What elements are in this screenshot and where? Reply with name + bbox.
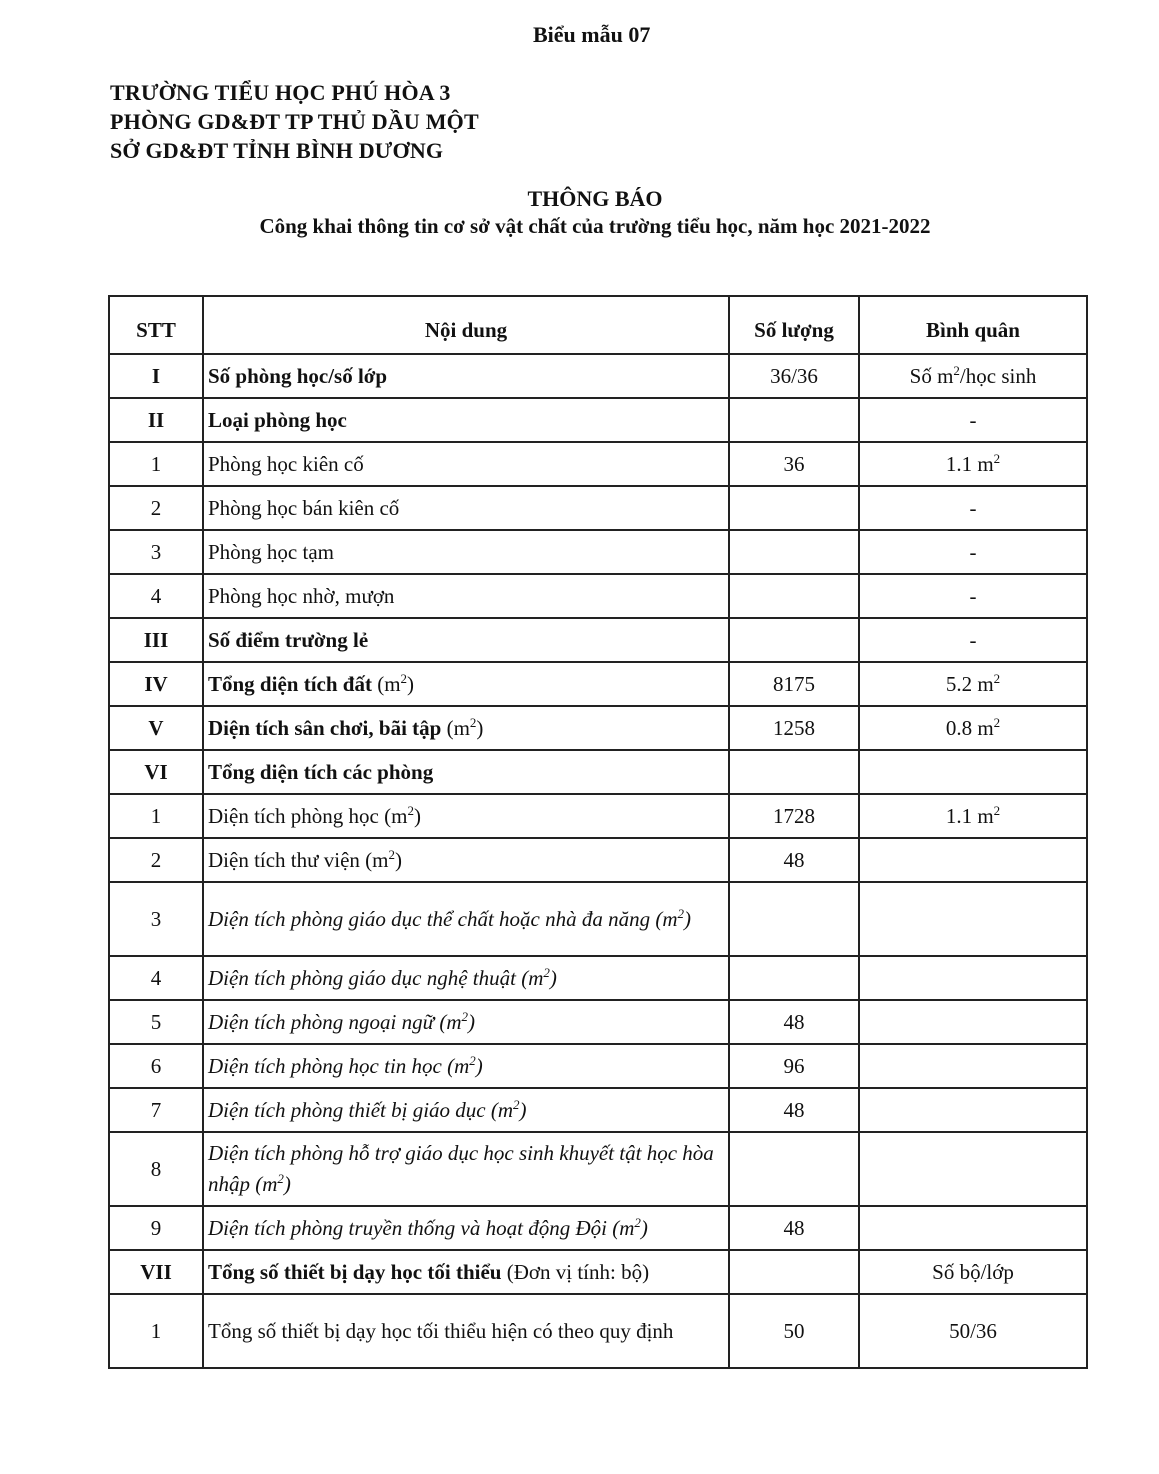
row-quantity: 8175 [729, 662, 859, 706]
row-content [203, 1044, 729, 1088]
row-content [203, 1132, 729, 1206]
table-row [109, 1206, 1087, 1250]
content-text: Diện tích phòng giáo dục thể chất hoặc nhà đa năng (m [208, 906, 678, 931]
table-row [109, 442, 1087, 486]
row-stt: VII [109, 1250, 203, 1294]
row-stt: IV [109, 662, 203, 706]
row-content [203, 1000, 729, 1044]
row-stt: 8 [109, 1132, 203, 1206]
row-stt: 4 [109, 574, 203, 618]
table-row [109, 1000, 1087, 1044]
organization-block [110, 78, 479, 165]
row-content [203, 662, 729, 706]
table-row [109, 794, 1087, 838]
row-average [859, 1044, 1087, 1088]
row-content [203, 1206, 729, 1250]
row-quantity [729, 618, 859, 662]
row-stt: 9 [109, 1206, 203, 1250]
row-content: Tổng diện tích các phòng [203, 750, 729, 794]
row-stt: 2 [109, 838, 203, 882]
table-row [109, 882, 1087, 956]
form-number: Biểu mẫu 07 [533, 22, 651, 47]
row-quantity: 50 [729, 1294, 859, 1368]
notice-title: THÔNG BÁO [527, 186, 663, 211]
header-stt: STT [109, 296, 203, 354]
table-row [109, 662, 1087, 706]
row-quantity: 48 [729, 838, 859, 882]
table-row [109, 706, 1087, 750]
row-content: Phòng học nhờ, mượn [203, 574, 729, 618]
row-quantity: 48 [729, 1000, 859, 1044]
header-content: Nội dung [203, 296, 729, 354]
table-row [109, 1250, 1087, 1294]
row-average [859, 1088, 1087, 1132]
row-content [203, 794, 729, 838]
row-average [859, 838, 1087, 882]
row-quantity: 48 [729, 1088, 859, 1132]
row-average [859, 794, 1087, 838]
row-stt: I [109, 354, 203, 398]
row-average [859, 354, 1087, 398]
province-department: SỞ GD&ĐT TỈNH BÌNH DƯƠNG [110, 138, 444, 163]
row-content: Phòng học bán kiên cố [203, 486, 729, 530]
content-unit: (m [371, 671, 401, 696]
row-stt: 1 [109, 442, 203, 486]
superscript: 2 [277, 1171, 284, 1186]
content-text: Diện tích phòng học tin học (m [208, 1053, 470, 1078]
row-stt: 3 [109, 882, 203, 956]
content-unit-close: ) [475, 1053, 483, 1078]
school-name: TRƯỜNG TIỂU HỌC PHÚ HÒA 3 [110, 80, 451, 105]
superscript: 2 [543, 964, 550, 980]
row-average: - [859, 486, 1087, 530]
row-quantity: 96 [729, 1044, 859, 1088]
superscript: 2 [407, 802, 414, 818]
superscript: 2 [677, 905, 685, 921]
row-stt: 1 [109, 1294, 203, 1368]
superscript: 2 [993, 670, 1001, 686]
row-content: Số phòng học/số lớp [203, 354, 729, 398]
row-average [859, 1132, 1087, 1206]
content-unit-close: ) [468, 1009, 476, 1034]
row-quantity: 1258 [729, 706, 859, 750]
row-average [859, 1000, 1087, 1044]
table-row [109, 618, 1087, 662]
row-average [859, 442, 1087, 486]
row-stt: 1 [109, 794, 203, 838]
row-stt: 5 [109, 1000, 203, 1044]
content-unit-close: ) [519, 1097, 527, 1122]
table-row [109, 1044, 1087, 1088]
average-text: Số m [909, 363, 954, 388]
row-stt: 6 [109, 1044, 203, 1088]
content-unit-close: ) [476, 715, 484, 740]
row-average [859, 1206, 1087, 1250]
row-quantity [729, 530, 859, 574]
content-text: Diện tích phòng giáo dục nghệ thuật (m [208, 965, 544, 990]
row-average: - [859, 574, 1087, 618]
row-content [203, 1250, 729, 1294]
average-text: 0.8 m [945, 715, 994, 740]
row-stt: V [109, 706, 203, 750]
row-content [203, 838, 729, 882]
content-unit-close: ) [407, 671, 415, 696]
row-quantity: 36 [729, 442, 859, 486]
table-row [109, 1088, 1087, 1132]
table-row [109, 574, 1087, 618]
row-content: Loại phòng học [203, 398, 729, 442]
row-quantity [729, 574, 859, 618]
table-row [109, 956, 1087, 1000]
row-content [203, 956, 729, 1000]
district-department: PHÒNG GD&ĐT TP THỦ DẦU MỘT [110, 109, 479, 134]
row-quantity: 1728 [729, 794, 859, 838]
row-content: Số điểm trường lẻ [203, 618, 729, 662]
row-content: Tổng số thiết bị dạy học tối thiểu hiện có theo quy định [203, 1294, 729, 1368]
table-header-row [109, 296, 1087, 354]
row-content: Phòng học kiên cố [203, 442, 729, 486]
content-text: Diện tích sân chơi, bãi tập [208, 715, 442, 740]
row-average [859, 662, 1087, 706]
row-average: 50/36 [859, 1294, 1087, 1368]
average-text: 5.2 m [945, 671, 994, 696]
row-stt: II [109, 398, 203, 442]
content-unit-close: ) [640, 1215, 648, 1240]
table-row [109, 398, 1087, 442]
row-stt: 4 [109, 956, 203, 1000]
header-average: Bình quân [859, 296, 1087, 354]
row-content [203, 882, 729, 956]
row-quantity [729, 1132, 859, 1206]
row-quantity [729, 1250, 859, 1294]
superscript: 2 [634, 1214, 641, 1230]
table-row [109, 486, 1087, 530]
row-quantity [729, 398, 859, 442]
superscript: 2 [461, 1008, 469, 1024]
row-stt: 2 [109, 486, 203, 530]
content-text: Diện tích phòng truyền thống và hoạt động Đội (m [208, 1215, 635, 1240]
superscript: 2 [513, 1096, 520, 1112]
content-text: Diện tích phòng hỗ trợ giáo dục học sinh khuyết tật học hòa nhập (m [208, 1141, 714, 1196]
row-quantity [729, 750, 859, 794]
header-quantity: Số lượng [729, 296, 859, 354]
content-unit-close: ) [684, 906, 692, 931]
row-stt: 3 [109, 530, 203, 574]
row-average [859, 956, 1087, 1000]
average-suffix: /học sinh [959, 363, 1037, 388]
content-text: Diện tích phòng ngoại ngữ (m [208, 1009, 462, 1034]
content-text: Diện tích thư viện (m [208, 847, 389, 872]
table-row [109, 838, 1087, 882]
content-unit-close: ) [283, 1172, 291, 1196]
row-quantity: 36/36 [729, 354, 859, 398]
superscript: 2 [993, 450, 1001, 466]
content-text: Tổng diện tích đất [208, 671, 372, 696]
average-text: 1.1 m [945, 803, 994, 828]
row-quantity [729, 486, 859, 530]
facility-table [108, 295, 1088, 1369]
row-stt: III [109, 618, 203, 662]
superscript: 2 [993, 714, 1001, 730]
average-text: 1.1 m [945, 451, 994, 476]
superscript: 2 [993, 802, 1001, 818]
row-content [203, 1088, 729, 1132]
table-row [109, 354, 1087, 398]
table-row [109, 1132, 1087, 1206]
superscript: 2 [953, 362, 960, 378]
content-text: Diện tích phòng thiết bị giáo dục (m [208, 1097, 514, 1122]
row-average [859, 750, 1087, 794]
row-average [859, 706, 1087, 750]
content-note: (Đơn vị tính: bộ) [501, 1259, 650, 1284]
row-average [859, 882, 1087, 956]
row-quantity: 48 [729, 1206, 859, 1250]
content-unit-close: ) [413, 803, 421, 828]
table-row [109, 750, 1087, 794]
row-average: - [859, 618, 1087, 662]
notice-subtitle: Công khai thông tin cơ sở vật chất của trường tiểu học, năm học 2021-2022 [259, 214, 931, 238]
row-stt: 7 [109, 1088, 203, 1132]
content-unit-close: ) [549, 965, 557, 990]
superscript: 2 [400, 670, 408, 686]
row-content: Phòng học tạm [203, 530, 729, 574]
row-average: Số bộ/lớp [859, 1250, 1087, 1294]
row-average: - [859, 530, 1087, 574]
superscript: 2 [469, 714, 477, 730]
row-stt: VI [109, 750, 203, 794]
superscript: 2 [388, 846, 396, 862]
superscript: 2 [469, 1052, 476, 1068]
content-text: Diện tích phòng học (m [208, 803, 408, 828]
content-text: Tổng số thiết bị dạy học tối thiểu [208, 1259, 502, 1284]
content-unit: (m [441, 715, 470, 740]
table-row [109, 530, 1087, 574]
table-row [109, 1294, 1087, 1368]
content-unit-close: ) [395, 847, 403, 872]
row-average: - [859, 398, 1087, 442]
row-content [203, 706, 729, 750]
row-quantity [729, 882, 859, 956]
row-quantity [729, 956, 859, 1000]
